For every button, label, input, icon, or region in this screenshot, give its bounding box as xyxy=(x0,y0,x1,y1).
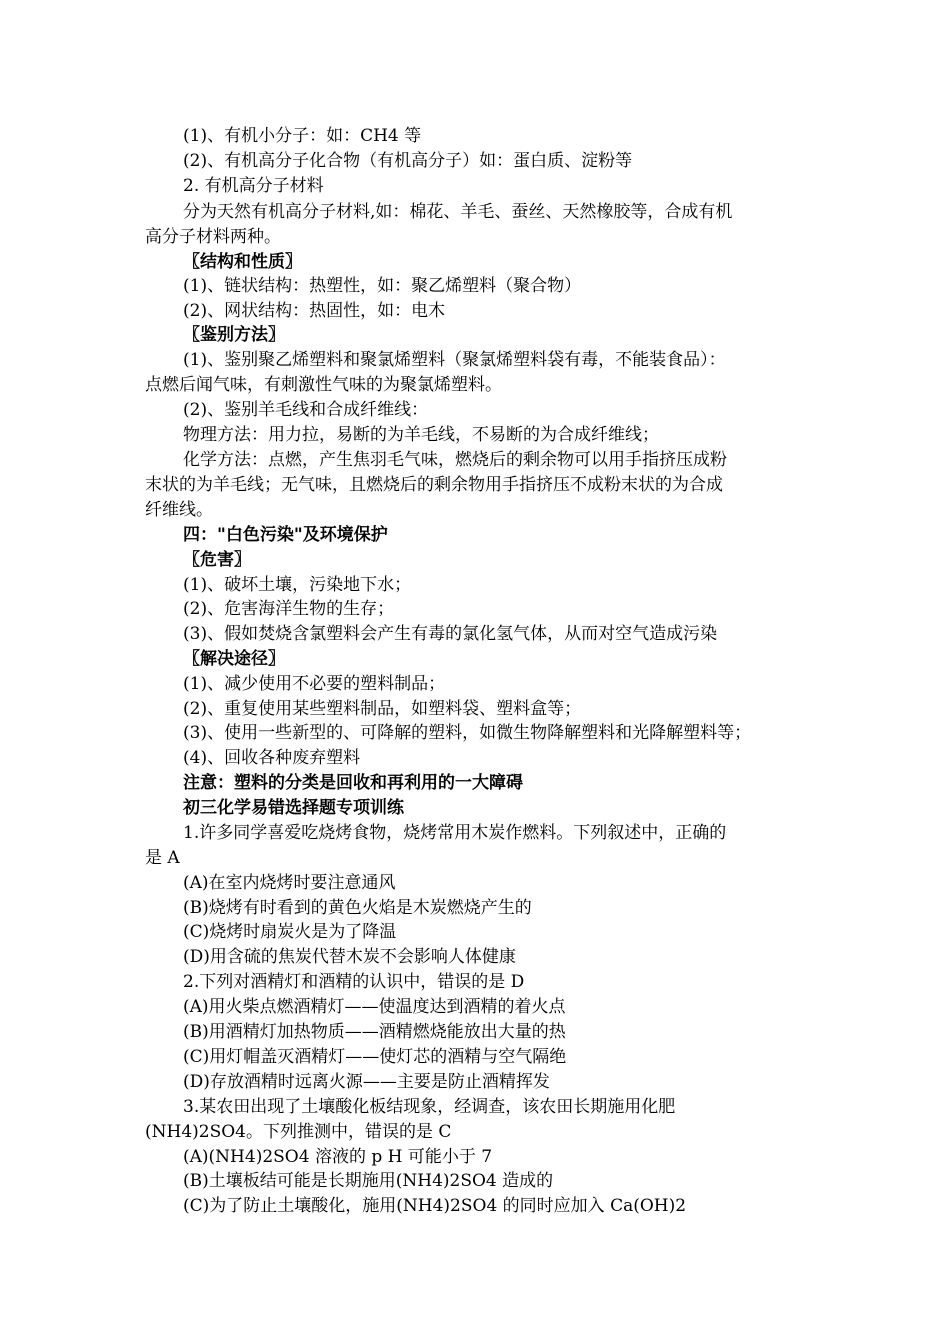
text-line: (D)用含硫的焦炭代替木炭不会影响人体健康 xyxy=(183,947,516,967)
section-heading: 四："白色污染"及环境保护 xyxy=(183,525,388,545)
text-line: 2.下列对酒精灯和酒精的认识中，错误的是 D xyxy=(183,972,525,992)
text-line: (C)用灯帽盖灭酒精灯——使灯芯的酒精与空气隔绝 xyxy=(183,1047,567,1067)
text-line: (C)烧烤时扇炭火是为了降温 xyxy=(183,922,397,942)
text-line: (1)、破坏土壤，污染地下水； xyxy=(183,575,412,595)
text-line: (1)、减少使用不必要的塑料制品； xyxy=(183,674,446,694)
text-line: (1)、链状结构：热塑性，如：聚乙烯塑料（聚合物） xyxy=(183,276,582,296)
text-line: 是 A xyxy=(145,848,180,868)
text-line: 末状的为羊毛线；无气味，且燃烧后的剩余物用手指挤压不成粉末状的为合成 xyxy=(145,475,723,495)
text-line: (2)、有机高分子化合物（有机高分子）如：蛋白质、淀粉等 xyxy=(183,151,633,171)
text-line: (3)、假如焚烧含氯塑料会产生有毒的氯化氢气体，从而对空气造成污染 xyxy=(183,624,718,644)
text-line: (2)、危害海洋生物的生存； xyxy=(183,599,395,619)
text-line: (D)存放酒精时远离火源——主要是防止酒精挥发 xyxy=(183,1072,550,1092)
text-line: 1.许多同学喜爱吃烧烤食物，烧烤常用木炭作燃料。下列叙述中，正确的 xyxy=(183,823,727,843)
text-line: 3.某农田出现了土壤酸化板结现象，经调查，该农田长期施用化肥 xyxy=(183,1097,676,1117)
section-heading: 〖危害〗 xyxy=(183,550,251,570)
text-line: (A)(NH4)2SO4 溶液的 p H 可能小于 7 xyxy=(183,1147,493,1167)
section-heading: 〖鉴别方法〗 xyxy=(183,325,285,345)
text-line: 化学方法：点燃，产生焦羽毛气味，燃烧后的剩余物可以用手指挤压成粉 xyxy=(183,450,727,470)
section-heading: 〖结构和性质〗 xyxy=(183,252,302,272)
text-line: (1)、鉴别聚乙烯塑料和聚氯烯塑料（聚氯烯塑料袋有毒，不能装食品）： xyxy=(183,350,726,370)
text-line: 分为天然有机高分子材料,如：棉花、羊毛、蚕丝、天然橡胶等，合成有机 xyxy=(183,202,733,222)
text-line: (B)烧烤有时看到的黄色火焰是木炭燃烧产生的 xyxy=(183,898,532,918)
text-line: (C)为了防止土壤酸化，施用(NH4)2SO4 的同时应加入 Ca(OH)2 xyxy=(183,1196,687,1216)
text-line: (2)、重复使用某些塑料制品，如塑料袋、塑料盒等； xyxy=(183,699,582,719)
text-line: (A)用火柴点燃酒精灯——使温度达到酒精的着火点 xyxy=(183,997,566,1017)
text-line: (3)、使用一些新型的、可降解的塑料，如微生物降解塑料和光降解塑料等； xyxy=(183,723,752,743)
text-line: (2)、鉴别羊毛线和合成纤维线： xyxy=(183,400,429,420)
text-line: 高分子材料两种。 xyxy=(145,227,281,247)
section-heading: 注意：塑料的分类是回收和再利用的一大障碍 xyxy=(183,773,523,793)
text-line: 点燃后闻气味，有刺激性气味的为聚氯烯塑料。 xyxy=(145,375,502,395)
text-line: 纤维线。 xyxy=(145,500,213,520)
text-line: (B)用酒精灯加热物质——酒精燃烧能放出大量的热 xyxy=(183,1022,566,1042)
text-line: 物理方法：用力拉，易断的为羊毛线，不易断的为合成纤维线； xyxy=(183,425,659,445)
text-line: (1)、有机小分子：如：CH4 等 xyxy=(183,126,422,146)
section-heading: 初三化学易错选择题专项训练 xyxy=(183,798,404,818)
text-line: (2)、网状结构：热固性，如：电木 xyxy=(183,301,446,321)
section-heading: 〖解决途径〗 xyxy=(183,649,285,669)
text-line: 2. 有机高分子材料 xyxy=(183,176,324,196)
text-line: (NH4)2SO4。下列推测中，错误的是 C xyxy=(145,1122,452,1142)
text-line: (4)、回收各种废弃塑料 xyxy=(183,748,361,768)
text-line: (B)土壤板结可能是长期施用(NH4)2SO4 造成的 xyxy=(183,1171,554,1191)
text-line: (A)在室内烧烤时要注意通风 xyxy=(183,873,396,893)
